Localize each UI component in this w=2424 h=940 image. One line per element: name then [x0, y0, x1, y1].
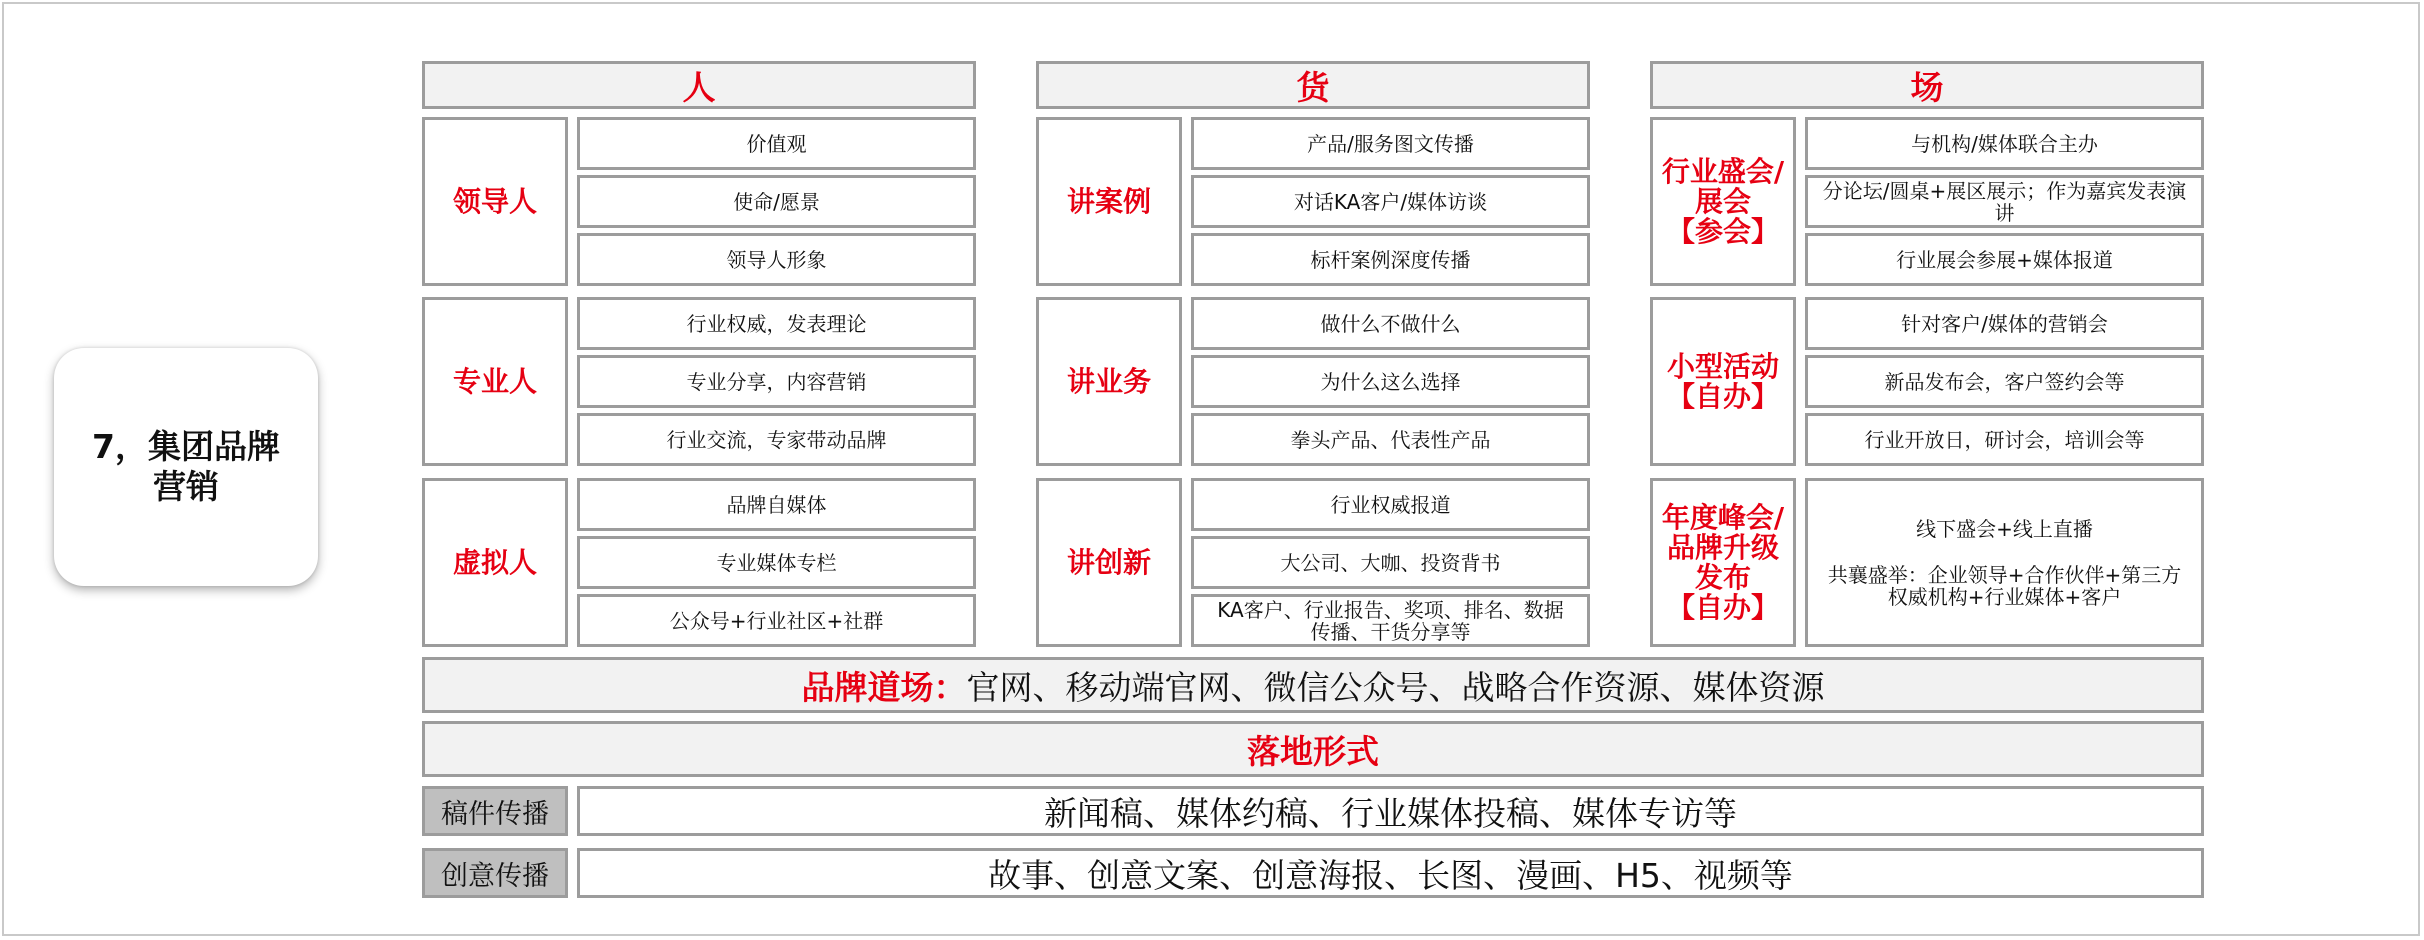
item-cell: 领导人形象: [577, 233, 976, 286]
column-header: 货: [1036, 61, 1590, 109]
form-label-creative: 创意传播: [422, 848, 568, 898]
category-label: 虚拟人: [422, 478, 568, 647]
item-cell: 行业交流，专家带动品牌: [577, 413, 976, 466]
item-cell: 品牌自媒体: [577, 478, 976, 531]
brand-channels-text: 官网、移动端官网、微信公众号、战略合作资源、媒体资源: [966, 667, 1825, 707]
brand-channels-label: 品牌道场：: [801, 667, 967, 707]
item-text: 线下盛会+线上直播: [1916, 516, 2093, 541]
category-label: 讲创新: [1036, 478, 1182, 647]
item-cell: 拳头产品、代表性产品: [1191, 413, 1590, 466]
item-text: 共襄盛举：企业领导+合作伙伴+第三方权威机构+行业媒体+客户: [1827, 562, 2182, 609]
slide-title: 7，集团品牌 营销: [54, 348, 318, 586]
category-label: 行业盛会/ 展会 【参会】: [1650, 117, 1796, 286]
item-cell: KA客户、行业报告、奖项、排名、数据传播、干货分享等: [1191, 594, 1590, 647]
category-label: 讲业务: [1036, 297, 1182, 466]
item-cell: 大公司、大咖、投资背书: [1191, 536, 1590, 589]
item-cell: 新品发布会，客户签约会等: [1805, 355, 2204, 408]
item-cell: 与机构/媒体联合主办: [1805, 117, 2204, 170]
category-label: 讲案例: [1036, 117, 1182, 286]
item-cell: 价值观: [577, 117, 976, 170]
category-label: 领导人: [422, 117, 568, 286]
item-cell: 行业展会参展+媒体报道: [1805, 233, 2204, 286]
item-cell: 分论坛/圆桌+展区展示；作为嘉宾发表演讲: [1805, 175, 2204, 228]
category-label: 专业人: [422, 297, 568, 466]
form-content-manuscript: 新闻稿、媒体约稿、行业媒体投稿、媒体专访等: [577, 786, 2204, 836]
item-cell: 使命/愿景: [577, 175, 976, 228]
category-label: 小型活动 【自办】: [1650, 297, 1796, 466]
item-cell: 专业分享，内容营销: [577, 355, 976, 408]
column-header: 人: [422, 61, 976, 109]
item-cell: 产品/服务图文传播: [1191, 117, 1590, 170]
item-cell: 行业权威报道: [1191, 478, 1590, 531]
landing-forms-header: 落地形式: [422, 721, 2204, 777]
item-cell: 行业权威，发表理论: [577, 297, 976, 350]
item-cell: 专业媒体专栏: [577, 536, 976, 589]
item-cell: 行业开放日，研讨会，培训会等: [1805, 413, 2204, 466]
item-cell: 标杆案例深度传播: [1191, 233, 1590, 286]
category-label: 年度峰会/ 品牌升级 发布 【自办】: [1650, 478, 1796, 647]
brand-channels-bar: [422, 657, 2204, 713]
item-cell: 针对客户/媒体的营销会: [1805, 297, 2204, 350]
item-cell: 为什么这么选择: [1191, 355, 1590, 408]
form-label-manuscript: 稿件传播: [422, 786, 568, 836]
item-cell: 做什么不做什么: [1191, 297, 1590, 350]
item-cell: 对话KA客户/媒体访谈: [1191, 175, 1590, 228]
item-cell: [1805, 478, 2204, 647]
form-content-creative: 故事、创意文案、创意海报、长图、漫画、H5、视频等: [577, 848, 2204, 898]
item-cell: 公众号+行业社区+社群: [577, 594, 976, 647]
column-header: 场: [1650, 61, 2204, 109]
